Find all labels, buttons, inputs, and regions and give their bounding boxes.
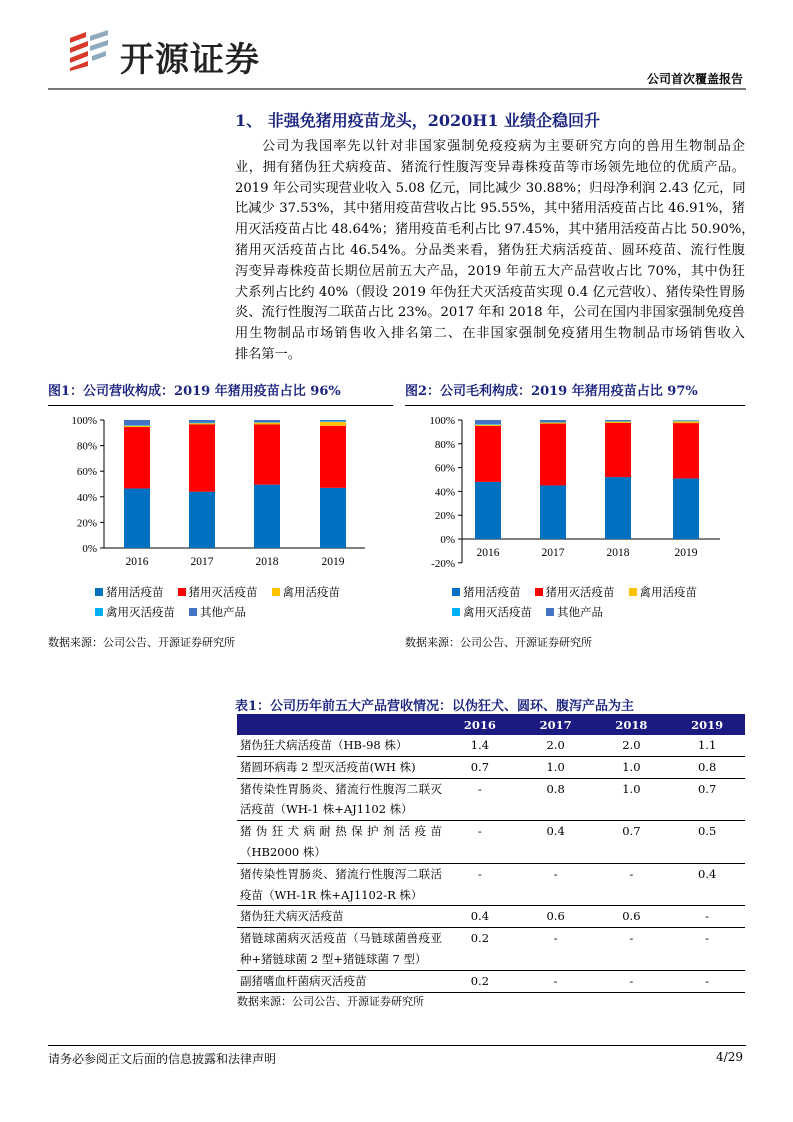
legend-label: 猪用活疫苗: [106, 585, 164, 599]
bar-segment: [254, 485, 280, 548]
legend-item: [629, 582, 698, 602]
paragraph-line: 比减少 37.53%，其中猪用疫苗营收占比 95.55%，其中猪用活疫苗占比 46.91%，猪: [235, 201, 745, 217]
legend-item: [452, 602, 532, 622]
y-tick-label: 60%: [434, 462, 455, 475]
value-cell: 1.0: [594, 756, 670, 778]
value-cell: 0.4: [669, 863, 745, 906]
bar-segment: [475, 420, 501, 424]
y-tick-label: 40%: [434, 486, 455, 499]
legend-label: 猪用灭活疫苗: [545, 585, 615, 599]
paragraph-line: 炎、流行性腹泻二联苗占比 23%。2017 年和 2018 年，公司在国内非国家强制免疫兽: [235, 305, 745, 321]
figure-2-source: 数据来源：公司公告、开源证券研究所: [405, 636, 592, 649]
legend-label: 猪用活疫苗: [463, 585, 521, 599]
paragraph-line: 用灭活疫苗占比 48.64%；猪用疫苗毛利占比 97.45%，其中猪用活疫苗占比 50.90%，: [235, 222, 755, 238]
value-cell: 0.6: [518, 906, 594, 928]
y-tick-label: 20%: [76, 517, 97, 530]
value-cell: 0.4: [518, 821, 594, 864]
table-row: [237, 735, 745, 756]
paragraph-line: 排名第一。: [235, 346, 301, 362]
legend-swatch: [178, 588, 186, 596]
table-row: [237, 906, 745, 928]
legend-item: [189, 602, 246, 622]
value-cell: 0.6: [594, 906, 670, 928]
report-type: 公司首次覆盖报告: [646, 72, 743, 86]
bar-segment: [254, 424, 280, 484]
value-cell: 1.1: [669, 735, 745, 756]
y-tick-label: 80%: [434, 438, 455, 451]
x-tick-label: 2018: [606, 547, 630, 559]
legend-item: [546, 602, 603, 622]
legend-label: 禽用活疫苗: [639, 585, 697, 599]
bar-segment: [189, 423, 215, 424]
y-tick-label: 20%: [434, 510, 455, 523]
paragraph-line: 泻变异毒株疫苗长期位居前五大产品，2019 年前五大产品营收占比 70%，其中伪狂: [235, 263, 745, 279]
bar-segment: [320, 421, 346, 422]
paragraph-line: 公司为我国率先以针对非国家强制免疫疫病为主要研究方向的兽用生物制品企: [262, 139, 745, 154]
bar-segment: [673, 421, 699, 423]
bar-segment: [124, 426, 150, 427]
bar-segment: [605, 477, 631, 539]
legend-item: [452, 582, 521, 602]
bar-segment: [475, 424, 501, 425]
legend-label: 禽用灭活疫苗: [106, 605, 175, 619]
product-name-cell: 猪链球菌病灭活疫苗（马链球菌兽疫亚种+猪链球菌 2 型+猪链球菌 7 型）: [237, 928, 442, 971]
legend-label: 猪用灭活疫苗: [188, 585, 258, 599]
bar-segment: [189, 424, 215, 491]
table-header-row: [237, 714, 745, 735]
bar-segment: [254, 423, 280, 425]
bar-segment: [605, 423, 631, 477]
header-cell: 2018: [594, 714, 670, 735]
paragraph-line: 业，拥有猪伪狂犬病疫苗、猪流行性腹泻变异毒株疫苗等市场领先地位的优质产品。: [235, 159, 745, 175]
bar-segment: [320, 420, 346, 421]
value-cell: -: [518, 928, 594, 971]
bar-segment: [124, 427, 150, 488]
product-revenue-table: [237, 714, 745, 993]
bar-segment: [673, 421, 699, 422]
value-cell: 2.0: [594, 735, 670, 756]
value-cell: -: [442, 821, 518, 864]
legend-item: [178, 582, 258, 602]
product-name-cell: 猪传染性胃肠炎、猪流行性腹泻二联灭活疫苗（WH-1 株+AJ1102 株）: [237, 778, 442, 821]
value-cell: -: [442, 778, 518, 821]
legend-swatch: [452, 608, 460, 616]
x-tick-label: 2019: [674, 547, 698, 559]
legend-label: 其他产品: [200, 605, 246, 619]
value-cell: 1.4: [442, 735, 518, 756]
y-tick-label: 60%: [76, 466, 97, 479]
figure-1-source: 数据来源：公司公告、开源证券研究所: [48, 636, 235, 649]
y-tick-label: 40%: [76, 491, 97, 504]
header-cell: 2016: [442, 714, 518, 735]
value-cell: 1.0: [594, 778, 670, 821]
bar-segment: [673, 478, 699, 539]
value-cell: 0.7: [442, 756, 518, 778]
figure-1-title: 图1：公司营收构成：2019 年猪用疫苗占比 96%: [48, 380, 393, 406]
product-name-cell: 副猪嗜血杆菌病灭活疫苗: [237, 970, 442, 992]
legend-swatch: [452, 588, 460, 596]
bar-segment: [189, 423, 215, 424]
value-cell: 2.0: [518, 735, 594, 756]
value-cell: 0.4: [442, 906, 518, 928]
legend-swatch: [546, 608, 554, 616]
header-cell: 2017: [518, 714, 594, 735]
logo-text: 开源证券: [120, 40, 260, 80]
bar-segment: [320, 426, 346, 488]
legend-label: 其他产品: [557, 605, 603, 619]
paragraph-line: 猪用灭活疫苗占比 46.54%。分品类来看，猪伪狂犬病活疫苗、圆环疫苗、流行性腹: [235, 242, 745, 258]
bar-segment: [540, 424, 566, 486]
value-cell: 0.5: [669, 821, 745, 864]
table-row: [237, 756, 745, 778]
legend-swatch: [189, 608, 197, 616]
product-name-cell: 猪传染性胃肠炎、猪流行性腹泻二联活疫苗（WH-1R 株+AJ1102-R 株）: [237, 863, 442, 906]
legend-label: 禽用活疫苗: [282, 585, 340, 599]
value-cell: 1.0: [518, 756, 594, 778]
bar-segment: [189, 420, 215, 423]
bar-segment: [124, 420, 150, 425]
product-name-cell: 猪伪狂犬病活疫苗（HB-98 株）: [237, 735, 442, 756]
table-row: [237, 928, 745, 971]
value-cell: 0.2: [442, 928, 518, 971]
x-tick-label: 2017: [541, 547, 565, 559]
x-tick-label: 2019: [321, 556, 345, 568]
bar-segment: [540, 422, 566, 423]
y-tick-label: 100%: [429, 415, 455, 427]
table-source: 数据来源：公司公告、开源证券研究所: [237, 995, 424, 1008]
bar-segment: [475, 482, 501, 539]
bar-segment: [475, 426, 501, 482]
x-tick-label: 2016: [476, 547, 500, 559]
x-tick-label: 2016: [125, 556, 149, 568]
legend-swatch: [272, 588, 280, 596]
table-row: [237, 863, 745, 906]
bar-segment: [540, 485, 566, 539]
paragraph-line: 犬系列占比约 40%（假设 2019 年伪狂犬灭活疫苗实现 0.4 亿元营收）、猪传染性胃肠: [235, 284, 745, 300]
legend-item: [95, 582, 164, 602]
bar-segment: [605, 421, 631, 422]
paragraph-line: 2019 年公司实现营业收入 5.08 亿元，同比减少 30.88%；归母净利润 2.43 亿元，同: [235, 180, 746, 196]
y-tick-label: 80%: [76, 440, 97, 453]
table-row: [237, 970, 745, 992]
value-cell: 0.7: [594, 821, 670, 864]
bar-segment: [475, 425, 501, 426]
table-row: [237, 821, 745, 864]
bar-segment: [189, 492, 215, 548]
legend-item: [272, 582, 341, 602]
bar-segment: [254, 422, 280, 423]
bar-segment: [673, 420, 699, 421]
figure-2-title: 图2：公司毛利构成：2019 年猪用疫苗占比 97%: [405, 380, 745, 406]
bar-segment: [540, 422, 566, 423]
value-cell: -: [669, 906, 745, 928]
header-cell: [237, 714, 442, 735]
value-cell: -: [518, 863, 594, 906]
bar-segment: [673, 423, 699, 478]
bar-segment: [320, 422, 346, 426]
table-row: [237, 778, 745, 821]
chart2-legend: [452, 582, 711, 622]
value-cell: -: [669, 928, 745, 971]
bar-segment: [124, 488, 150, 548]
legend-swatch: [95, 608, 103, 616]
y-tick-label: 100%: [71, 415, 97, 427]
bar-segment: [254, 420, 280, 422]
value-cell: 0.8: [518, 778, 594, 821]
y-tick-label: -20%: [431, 557, 455, 570]
y-tick-label: 0%: [82, 543, 97, 555]
chart1-legend: [95, 582, 354, 622]
bar-segment: [605, 420, 631, 421]
value-cell: 0.7: [669, 778, 745, 821]
product-name-cell: 猪伪狂犬病灭活疫苗: [237, 906, 442, 928]
legend-swatch: [95, 588, 103, 596]
legend-label: 禽用灭活疫苗: [463, 605, 532, 619]
bar-segment: [320, 488, 346, 548]
header-cell: 2019: [669, 714, 745, 735]
x-tick-label: 2017: [190, 556, 214, 568]
x-tick-label: 2018: [255, 556, 279, 568]
value-cell: -: [594, 928, 670, 971]
table-title: 表1：公司历年前五大产品营收情况：以伪狂犬、圆环、腹泻产品为主: [235, 699, 635, 714]
footer-disclaimer: 请务必参阅正文后面的信息披露和法律声明: [48, 1052, 277, 1066]
value-cell: -: [442, 863, 518, 906]
value-cell: -: [594, 970, 670, 992]
legend-swatch: [535, 588, 543, 596]
value-cell: -: [594, 863, 670, 906]
bar-segment: [124, 425, 150, 426]
value-cell: -: [669, 970, 745, 992]
value-cell: 0.8: [669, 756, 745, 778]
product-name-cell: 猪伪狂犬病耐热保护剂活疫苗（HB2000 株）: [237, 821, 442, 864]
paragraph-line: 用生物制品市场销售收入排名第二、在非国家强制免疫猪用生物制品市场销售收入: [235, 326, 745, 342]
y-tick-label: 0%: [440, 534, 455, 546]
product-name-cell: 猪圆环病毒 2 型灭活疫苗(WH 株): [237, 756, 442, 778]
legend-swatch: [629, 588, 637, 596]
legend-item: [535, 582, 615, 602]
section-title: 1、 非强免猪用疫苗龙头，2020H1 业绩企稳回升: [235, 111, 601, 130]
legend-item: [95, 602, 175, 622]
bar-segment: [540, 420, 566, 422]
page-number: 4/29: [716, 1050, 743, 1064]
value-cell: 0.2: [442, 970, 518, 992]
footer-divider: [48, 1045, 746, 1046]
value-cell: -: [518, 970, 594, 992]
